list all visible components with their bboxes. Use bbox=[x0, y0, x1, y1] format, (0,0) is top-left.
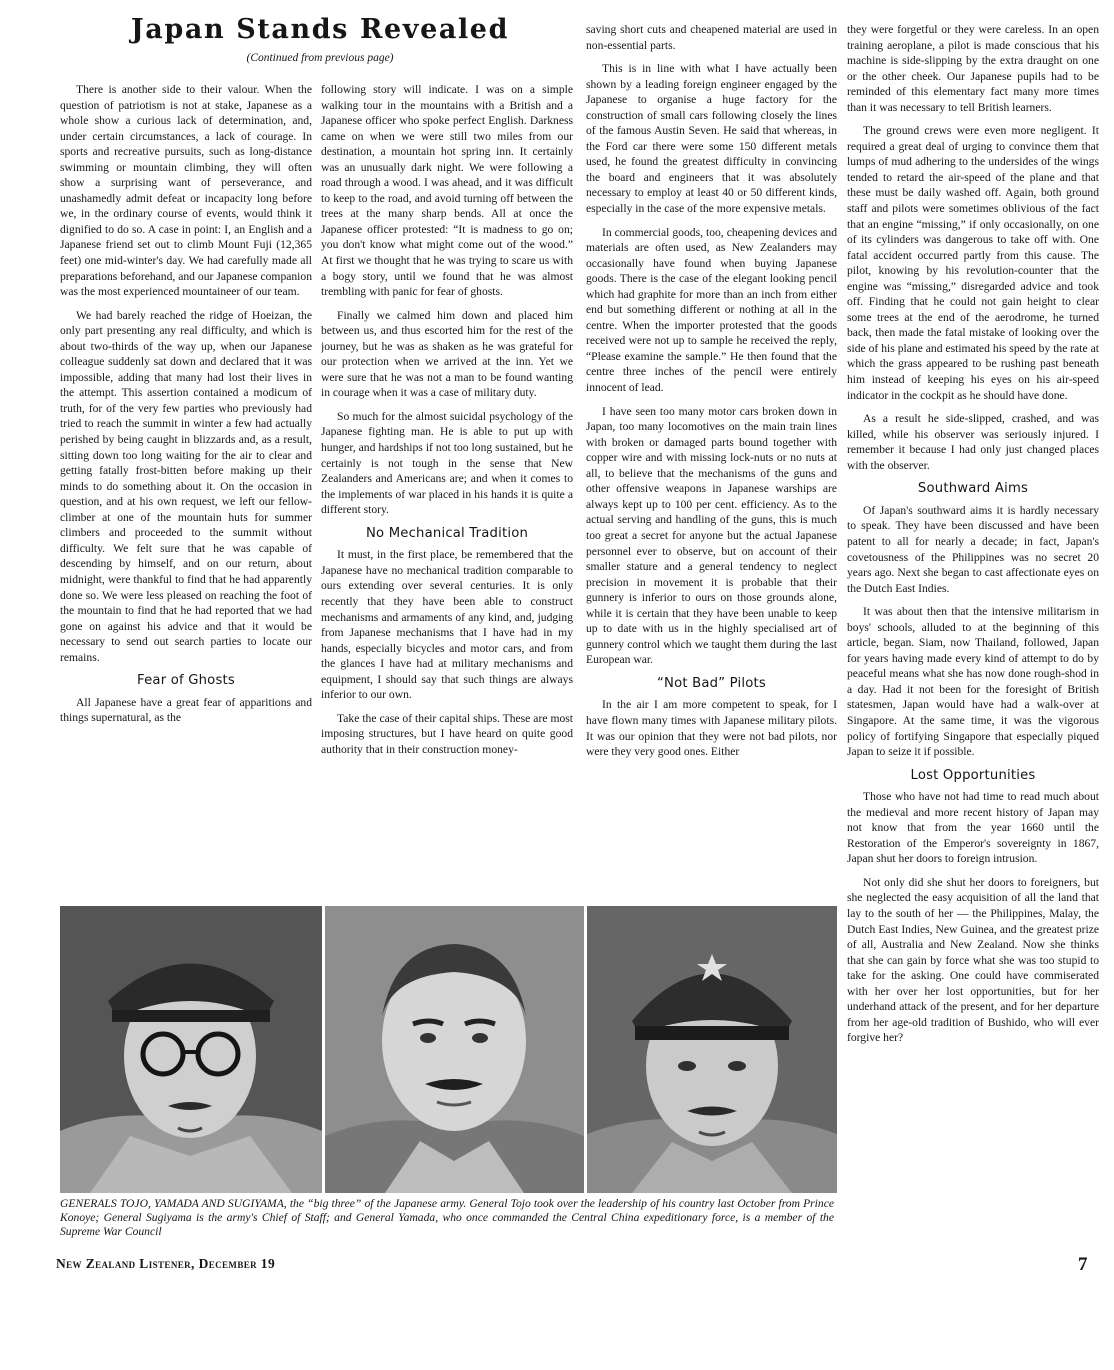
photo-general-tojo bbox=[60, 906, 322, 1193]
article-title: Japan Stands Revealed bbox=[130, 14, 510, 45]
paragraph: It must, in the first place, be remembered that the Japanese have no mechanical tradition comparable to ours extending over several centuries. It is only recently that they have been able to construct mechanisms and armaments of any kind, and, judging from Japanese mechanisms that I have had in my hands, especially bicycles and motor cars, and from the glances I have had at military mechanisms and equipment, I should say that such things are always inferior to our own. bbox=[321, 548, 573, 702]
column-4 bbox=[847, 22, 1099, 1247]
paragraph: I have seen too many motor cars broken down in Japan, too many locomotives on the main train lines with broken or damaged parts bound together with copper wire and with missing lock-nuts or no nuts at all, to believe that the mechanisms of the guns and other offensive weapons in Japanese warships are always kept up to 100 per cent. efficiency. As to the actual serving and handling of the guns, this is much too great a secret for anyone but the actual Japanese personnel ever to observe, but on account of their smaller stature and a general tendency to neglect precision in movement it is probable that their gunnery is inferior to ours on those grounds alone, while it is certain that they have been unable to keep up to date with us in the highly specialised art of gunnery control which we taught them during the last European war. bbox=[586, 404, 837, 667]
paragraph: There is another side to their valour. When the question of patriotism is not at stake, Japanese as a whole show a curious lack of determination, and, under certain circumstances, a lack of courage. In sports and recreative pursuits, such as long-distance swimming or mountain climbing, they will often show a surprising want of perseverance, and unashamedly admit defeat or incapacity long before we, in the ordinary course of events, would think it dignified to do so. A case in point: I, an English and a Japanese friend set out to climb Mount Fuji (12,365 feet) one mid-winter's day. We had carefully made all preparations beforehand, and our Japanese companion was the most experienced mountaineer of our team. bbox=[60, 83, 312, 299]
photo-caption: GENERALS TOJO, YAMADA AND SUGIYAMA, the “big three” of the Japanese army. General Tojo took over the leadership of his country last October from Prince Konoye; General Sugiyama is the army's Chief of Staff; and General Yamada, who once commanded the Central China expeditionary force, is a member of the Supreme War Council bbox=[60, 1197, 834, 1238]
paragraph: Of Japan's southward aims it is hardly necessary to speak. They have been discussed and have been patent to all for nearly a decade; in fact, Japan's covetousness of the Philippines was no secret 20 years ago. Next she began to cast affectionate eyes on the Dutch East Indies. bbox=[847, 503, 1099, 595]
section-heading-southward-aims: Southward Aims bbox=[917, 481, 1029, 497]
publication-footer: New Zealand Listener, December 19 bbox=[56, 1256, 276, 1271]
column-3 bbox=[586, 22, 837, 902]
photo-general-yamada bbox=[325, 906, 584, 1193]
paragraph: saving short cuts and cheapened material are used in non-essential parts. bbox=[586, 23, 837, 52]
paragraph: Those who have not had time to read much about the medieval and more recent history of Japan may not know that from the year 1660 until the Restoration of the Emperor's sovereignty in 1867, Japan shut her doors to foreign intrusion. bbox=[847, 790, 1099, 866]
photo-general-sugiyama bbox=[587, 906, 837, 1193]
paragraph: As a result he side-slipped, crashed, and was killed, while his observer was seriously injured. I remember it because I had only just changed places with the observer. bbox=[847, 412, 1099, 472]
section-heading-fear-of-ghosts: Fear of Ghosts bbox=[137, 673, 235, 689]
portrait-tojo bbox=[60, 906, 322, 1193]
paragraph: they were forgetful or they were careless. In an open training aeroplane, a pilot is made conscious that his machine is side-slipping by the extra draught on one or the other cheek. Our Japanese pupils had to be reminded of this elementary fact many more times than it was necessary to tell British learners. bbox=[847, 23, 1099, 114]
paragraph: This is in line with what I have actually been shown by a leading foreign engineer engaged by the Japanese to organise a huge factory for the construction of small cars following closely the lines of the famous Austin Seven. He said that whereas, in the Ford car there were some 150 different metals used, he found the greatest difficulty in convincing the board and engineers that it was absolutely necessary to employ at least 40 or 50 different kinds, especially in the case of the more expensive metals. bbox=[586, 62, 837, 216]
paragraph: So much for the almost suicidal psychology of the Japanese fighting man. He is able to put up with hunger, and hardships if not too long sustained, but he certainly is not tough in the sense that New Zealanders and Americans are; and when it comes to the implements of war placed in his hands it is quite a different story. bbox=[321, 409, 573, 517]
paragraph: following story will indicate. I was on a simple walking tour in the mountains with a British and a Japanese officer who spoke perfect English. Darkness came on when we were still two miles from our destination, a mountain hot spring inn. It certainly was an unusually dark night. We were following a road through a wood. I was ahead, and it was difficult to keep to the road, and avoid turning off between the trees at the many sharp bends. All at once the Japanese officer protested: “It is madness to go on; you don't know what might come out of the wood.” At first we thought that he was trying to scare us with a bogy story, until we found that he was almost trembling with panic for fear of ghosts. bbox=[321, 83, 573, 299]
section-heading-no-mechanical-tradition: No Mechanical Tradition bbox=[365, 525, 529, 541]
column-1 bbox=[60, 82, 312, 902]
paragraph: All Japanese have a great fear of apparitions and things supernatural, as the bbox=[60, 695, 312, 725]
section-heading-not-bad-pilots: “Not Bad” Pilots bbox=[657, 675, 766, 691]
paragraph: Finally we calmed him down and placed him between us, and thus escorted him for the rest of the journey, but he was as shaken as he was grateful for our protection when we arrived at the inn. Yet we were sure that he was not a man to be found wanting in courage when it was a case of military duty. bbox=[321, 308, 573, 400]
paragraph: Not only did she shut her doors to foreigners, but she neglected the easy acquisition of all the land that lay to the south of her — the Philippines, Malay, the Dutch East Indies, New Guinea, and the greatest prize of all, Australia and New Zealand. Now she thinks that she can gain by force what she was too stupid to take for the asking. One could have commiserated with her over her lost opportunities, but for her underhand attack of the present, and for her departure from her age-old tradition of Bushido, who will ever forgive her? bbox=[847, 875, 1099, 1045]
column-2 bbox=[321, 82, 573, 902]
paragraph: The ground crews were even more negligent. It required a great deal of urging to convince them that lumps of mud adhering to the undersides of the wings tended to retard the air-speed of the plane and that these must be daily washed off. Again, both ground staff and pilots were sometimes oblivious of the fact that an engine “missing,” if only occasionally, on one of its cylinders was dangerous to take off with. One fatal accident occurred partly from this cause. The pilot, knowing by his revolution-counter that the engine was “missing,” disregarded advice and took off. Finding that he could not gain height to clear some trees at the end of the aerodrome, he turned back, then made the fatal mistake of looking over the side of his plane and estimated his speed by the rate at which the grass appeared to be rushing past beneath him instead of keeping his eyes on his air-speed indicator in the cockpit as he should have done. bbox=[847, 124, 1099, 402]
portrait-yamada bbox=[325, 906, 584, 1193]
paragraph: It was about then that the intensive militarism in boys' schools, alluded to at the beginning of this article, began. Siam, now Thailand, followed, Japan for years having made every kind of attempt to do by peaceful means what she has now done rough-shod in a day. Had it not been for the foresight of British statesmen, Japan would have had a walk-over at Singapore. At the same time, it was the vigorous policy of fortifying Singapore that especially piqued Japan to seize it if possible. bbox=[847, 605, 1099, 759]
paragraph: In commercial goods, too, cheapening devices and materials are often used, as New Zealanders may occasionally have found when buying Japanese goods. There is the case of the elegant looking pencil which had graphite for more than an inch from either end but something different or nothing at all in the centre. When the importer protested that the goods received were not up to sample he received the reply, “Please examine the sample.” He then found that the centre three inches of the pencil were entirely innocent of lead. bbox=[586, 225, 837, 395]
section-heading-lost-opportunities: Lost Opportunities bbox=[910, 767, 1036, 783]
page-number: 7 bbox=[1078, 1254, 1088, 1275]
paragraph: We had barely reached the ridge of Hoeizan, the only part presenting any real difficulty, and which is about two-thirds of the way up, when our Japanese colleague suddenly sat down and declared that it was impossible, adding that many had lost their lives in the attempt. This assertion contained a modicum of truth, for of the very few parties who previously had tried to reach the summit in winter a few had actually perished by being caught in blizzards and, as a result, sitting down too long waiting for the air to clear and getting fatally frost-bitten before making up their minds to do something about it. On the occasion in question, and at his own request, we left our fellow-climber at one of the mountain huts for summer climbers and proceeded to the summit without difficulty. We felt sure that he was capable of descending by himself, and on our return, about midnight, were thankful to find that he had apparently done so. We were less pleased on reaching the foot of the mountain to find that he had reported that we had gone on against his advice and that it would be necessary to send out search parties to locate our remains. bbox=[60, 308, 312, 664]
article-subtitle: (Continued from previous page) bbox=[246, 52, 394, 64]
portrait-sugiyama bbox=[587, 906, 837, 1193]
paragraph: In the air I am more competent to speak, for I have flown many times with Japanese military pilots. It was our opinion that they were not bad pilots, nor were they very good ones. Either bbox=[586, 698, 837, 759]
paragraph: Take the case of their capital ships. These are most imposing structures, but I have heard on quite good authority that in their construction money- bbox=[321, 711, 573, 756]
